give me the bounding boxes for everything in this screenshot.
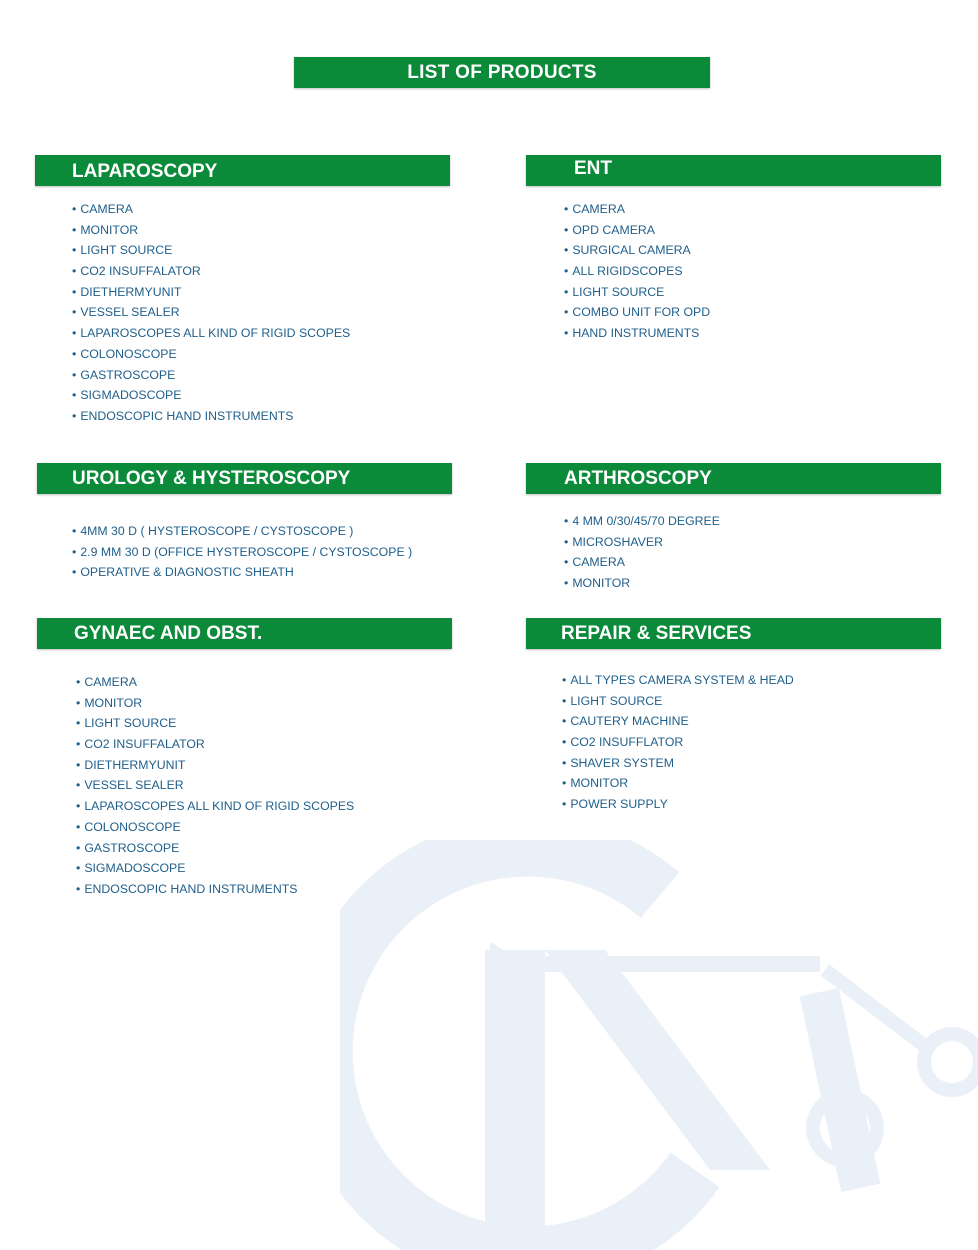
list-item xyxy=(564,261,710,282)
bullet-icon: • xyxy=(564,534,569,549)
list-item xyxy=(562,670,794,691)
bullet-icon: • xyxy=(72,346,77,361)
section-title-repair: REPAIR & SERVICES xyxy=(561,623,752,644)
list-item xyxy=(562,691,794,712)
list-item-label: CO2 INSUFFALATOR xyxy=(80,264,201,279)
list-item-label: ENDOSCOPIC HAND INSTRUMENTS xyxy=(84,881,298,896)
list-item-label: LIGHT SOURCE xyxy=(80,243,173,258)
list-item xyxy=(76,858,354,879)
bullet-icon: • xyxy=(72,202,77,216)
list-item xyxy=(76,838,354,859)
list-item-label: MONITOR xyxy=(572,576,631,591)
list-item xyxy=(72,282,350,303)
list-arthroscopy xyxy=(564,511,720,594)
list-item-label: CAMERA xyxy=(80,202,133,216)
list-item xyxy=(72,385,350,406)
list-item-label: 4MM 30 D ( HYSTEROSCOPE / CYSTOSCOPE ) xyxy=(80,524,354,538)
section-header-laparoscopy xyxy=(35,155,450,186)
list-item-label: POWER SUPPLY xyxy=(570,797,668,812)
list-item xyxy=(72,562,412,583)
list-item xyxy=(72,302,350,323)
bullet-icon: • xyxy=(76,737,81,752)
list-item xyxy=(564,302,710,323)
bullet-icon: • xyxy=(72,284,77,299)
list-item-label: LIGHT SOURCE xyxy=(570,693,663,708)
list-item-label: CAMERA xyxy=(84,675,137,689)
bullet-icon: • xyxy=(72,388,77,403)
bullet-icon: • xyxy=(72,264,77,279)
section-title-arthroscopy: ARTHROSCOPY xyxy=(564,468,712,489)
list-item xyxy=(76,879,354,900)
list-item xyxy=(72,261,350,282)
list-item-label: OPERATIVE & DIAGNOSTIC SHEATH xyxy=(80,565,294,580)
list-item-label: GASTROSCOPE xyxy=(80,367,176,382)
section-title-urology: UROLOGY & HYSTEROSCOPY xyxy=(72,468,351,489)
list-item xyxy=(562,794,794,815)
bullet-icon: • xyxy=(564,264,569,279)
list-item xyxy=(72,365,350,386)
list-item xyxy=(72,406,350,427)
list-item xyxy=(564,532,720,553)
list-gynaec xyxy=(76,672,354,900)
list-item-label: VESSEL SEALER xyxy=(80,305,180,320)
list-item xyxy=(76,817,354,838)
list-item xyxy=(564,511,720,532)
bullet-icon: • xyxy=(72,222,77,237)
list-item-label: SURGICAL CAMERA xyxy=(572,243,691,258)
bullet-icon: • xyxy=(76,778,81,793)
list-item xyxy=(76,796,354,817)
bullet-icon: • xyxy=(562,776,567,791)
list-item xyxy=(76,672,354,693)
list-item-label: 4 MM 0/30/45/70 DEGREE xyxy=(572,514,720,528)
list-item xyxy=(562,773,794,794)
list-item xyxy=(72,199,350,220)
list-item-label: CAUTERY MACHINE xyxy=(570,714,689,729)
list-ent xyxy=(564,199,710,344)
section-title-laparoscopy: LAPAROSCOPY xyxy=(72,161,218,182)
bullet-icon: • xyxy=(564,284,569,299)
bullet-icon: • xyxy=(564,222,569,237)
list-item-label: LIGHT SOURCE xyxy=(84,716,177,731)
bullet-icon: • xyxy=(564,576,569,591)
list-item xyxy=(564,199,710,220)
list-item-label: DIETHERMYUNIT xyxy=(80,284,182,299)
list-item xyxy=(564,240,710,261)
list-item xyxy=(76,693,354,714)
bullet-icon: • xyxy=(76,799,81,814)
list-item-label: SIGMADOSCOPE xyxy=(84,861,186,876)
bullet-icon: • xyxy=(76,881,81,896)
page-title: LIST OF PRODUCTS xyxy=(294,57,710,88)
section-header-repair xyxy=(526,618,941,649)
list-item xyxy=(72,344,350,365)
bullet-icon: • xyxy=(72,243,77,258)
bullet-icon: • xyxy=(562,797,567,812)
bullet-icon: • xyxy=(76,695,81,710)
bullet-icon: • xyxy=(564,326,569,341)
list-item-label: VESSEL SEALER xyxy=(84,778,184,793)
list-laparoscopy xyxy=(72,199,350,427)
list-item xyxy=(72,542,412,563)
list-item xyxy=(564,323,710,344)
bullet-icon: • xyxy=(76,716,81,731)
list-item-label: CAMERA xyxy=(572,202,625,216)
bullet-icon: • xyxy=(76,675,81,689)
bullet-icon: • xyxy=(72,524,77,538)
list-item xyxy=(564,282,710,303)
list-item-label: HAND INSTRUMENTS xyxy=(572,326,700,341)
list-item-label: MICROSHAVER xyxy=(572,534,663,549)
section-header-arthroscopy xyxy=(526,463,941,494)
bullet-icon: • xyxy=(76,840,81,855)
bullet-icon: • xyxy=(564,202,569,216)
bullet-icon: • xyxy=(562,693,567,708)
list-urology xyxy=(72,521,412,583)
bullet-icon: • xyxy=(562,755,567,770)
bullet-icon: • xyxy=(564,305,569,320)
list-item-label: SHAVER SYSTEM xyxy=(570,755,674,770)
list-item-label: ALL TYPES CAMERA SYSTEM & HEAD xyxy=(570,673,794,687)
list-item xyxy=(76,734,354,755)
section-header-gynaec xyxy=(37,618,452,649)
list-item-label: GASTROSCOPE xyxy=(84,840,180,855)
list-item xyxy=(76,775,354,796)
bullet-icon: • xyxy=(76,757,81,772)
bullet-icon: • xyxy=(564,514,569,528)
list-item xyxy=(72,323,350,344)
list-item xyxy=(76,755,354,776)
list-item-label: CAMERA xyxy=(572,555,625,570)
list-item xyxy=(562,711,794,732)
bullet-icon: • xyxy=(76,861,81,876)
list-item-label: MONITOR xyxy=(570,776,629,791)
section-header-ent xyxy=(526,155,941,186)
list-item-label: CO2 INSUFFLATOR xyxy=(570,735,684,750)
list-item xyxy=(72,220,350,241)
list-item-label: SIGMADOSCOPE xyxy=(80,388,182,403)
list-item-label: 2.9 MM 30 D (OFFICE HYSTEROSCOPE / CYSTOSCOPE ) xyxy=(80,544,413,559)
list-item-label: MONITOR xyxy=(84,695,143,710)
watermark-logo xyxy=(340,840,978,1250)
list-item-label: COLONOSCOPE xyxy=(84,819,181,834)
list-item xyxy=(72,240,350,261)
bullet-icon: • xyxy=(564,243,569,258)
list-item-label: LAPAROSCOPES ALL KIND OF RIGID SCOPES xyxy=(80,326,351,341)
list-item xyxy=(76,713,354,734)
bullet-icon: • xyxy=(72,565,77,580)
list-item-label: COLONOSCOPE xyxy=(80,346,177,361)
section-header-urology xyxy=(37,463,452,494)
list-item-label: LAPAROSCOPES ALL KIND OF RIGID SCOPES xyxy=(84,799,355,814)
list-item-label: ENDOSCOPIC HAND INSTRUMENTS xyxy=(80,408,294,423)
list-item xyxy=(72,521,412,542)
bullet-icon: • xyxy=(72,326,77,341)
list-item-label: LIGHT SOURCE xyxy=(572,284,665,299)
bullet-icon: • xyxy=(72,305,77,320)
bullet-icon: • xyxy=(564,555,569,570)
list-item-label: MONITOR xyxy=(80,222,139,237)
bullet-icon: • xyxy=(562,673,567,687)
list-repair xyxy=(562,670,794,815)
list-item-label: DIETHERMYUNIT xyxy=(84,757,186,772)
list-item xyxy=(564,220,710,241)
list-item-label: ALL RIGIDSCOPES xyxy=(572,264,683,279)
list-item xyxy=(562,732,794,753)
list-item xyxy=(564,552,720,573)
list-item-label: CO2 INSUFFALATOR xyxy=(84,737,205,752)
list-item xyxy=(564,573,720,594)
bullet-icon: • xyxy=(562,714,567,729)
bullet-icon: • xyxy=(72,367,77,382)
bullet-icon: • xyxy=(76,819,81,834)
list-item xyxy=(562,753,794,774)
list-item-label: COMBO UNIT FOR OPD xyxy=(572,305,711,320)
bullet-icon: • xyxy=(72,408,77,423)
list-item-label: OPD CAMERA xyxy=(572,222,655,237)
section-title-ent: ENT xyxy=(574,158,612,179)
bullet-icon: • xyxy=(72,544,77,559)
section-title-gynaec: GYNAEC AND OBST. xyxy=(74,623,263,644)
bullet-icon: • xyxy=(562,735,567,750)
